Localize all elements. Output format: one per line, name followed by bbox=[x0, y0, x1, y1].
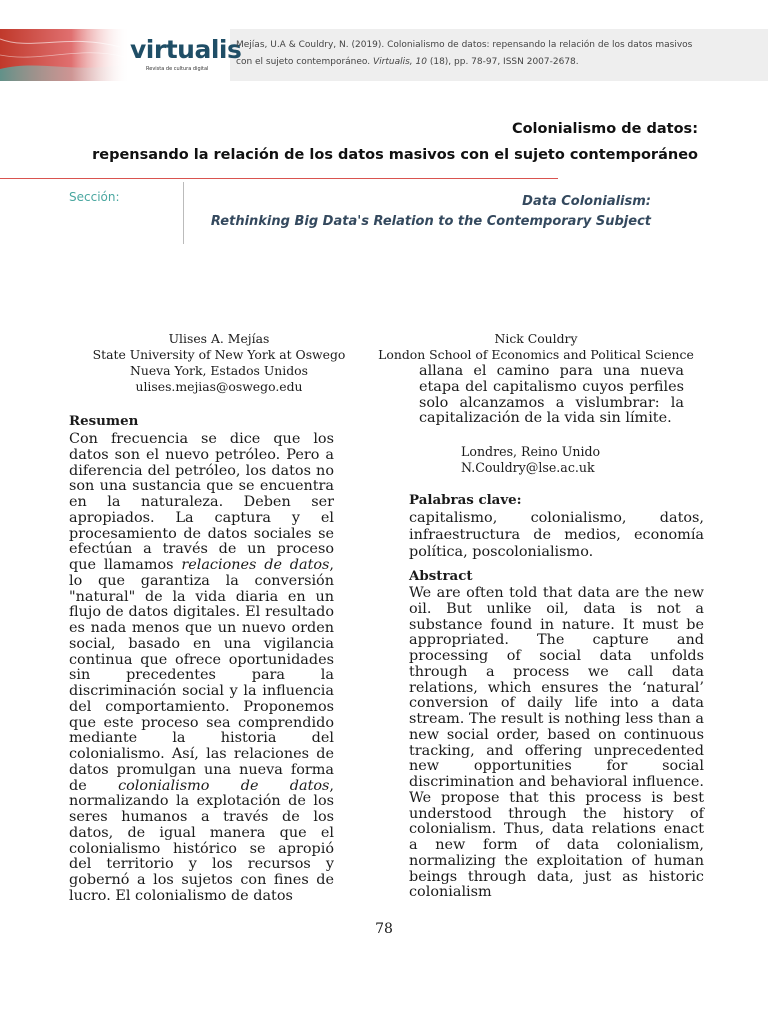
author-1-affiliation: State University of New York at Oswego bbox=[92, 347, 346, 362]
citation-plain: con el sujeto contemporáneo. bbox=[236, 57, 373, 67]
resumen-heading: Resumen bbox=[69, 413, 139, 429]
english-title-line-1: Data Colonialism: bbox=[522, 194, 651, 209]
keywords-body: capitalismo, colonialismo, datos, infraestructura de medios, economía política, poscolonialismo. bbox=[409, 510, 704, 560]
resumen-emphasis-2: colonialismo de datos bbox=[118, 777, 330, 794]
article-title-line-2: repensando la relación de los datos masivos con el sujeto contemporáneo bbox=[92, 147, 698, 163]
resumen-text-1: Con frecuencia se dice que los datos son el nuevo petróleo. Pero a diferencia del petróleo, los datos no son una sustancia que se encuentra en la naturaleza. Deben ser apropiados. La captura y el procesamiento de datos sociales se efectúan a través de un proceso que llamamos bbox=[69, 431, 334, 573]
logo-swoosh-graphic bbox=[0, 29, 130, 81]
abstract-body: We are often told that data are the new oil. But unlike oil, data is not a substance found in nature. It must be appropriated. The capture and processing of social data unfolds through a process we call data relations, which ensures the ‘natural’ conversion of daily life into a data stream. The result is nothing less than a new social order, based on continuous tracking, and offering unprecedented new opportunities for social discrimination and behavioral influence. We propose that this process is best understood through the history of colonialism. Thus, data relations enact a new form of data colonialism, normalizing the exploitation of human beings through data, just as historic colonialism bbox=[409, 585, 704, 901]
author-2-email[interactable]: N.Couldry@lse.ac.uk bbox=[461, 460, 595, 475]
citation-journal: Virtualis, 10 bbox=[372, 57, 427, 67]
author-1 bbox=[82, 331, 356, 395]
resumen-continuation: allana el camino para una nueva etapa del capitalismo cuyos perfiles solo alcanzamos a vislumbrar: la capitalización de la vida sin límite. bbox=[419, 363, 684, 427]
journal-logo-text: virtualis bbox=[130, 35, 242, 64]
author-2-affiliation: London School of Economics and Political Science bbox=[378, 347, 694, 362]
resumen-text-3: , normalizando la explotación de los seres humanos a través de los datos, de igual manera que el colonialismo histórico se apropió del territorio y los recursos y gobernó a los sujetos con fines de lucro. El colonialismo de datos bbox=[69, 777, 334, 904]
citation-rest: (18), pp. 78-97, ISSN 2007-2678. bbox=[426, 57, 579, 67]
resumen-text-2: , lo que garantiza la conversión "natural" de la vida diaria en un flujo de datos digitales. El resultado es nada menos que un nuevo orden social, basado en una vigilancia continua que ofrece oportunidades sin precedentes para la discriminación social y la influencia del comportamiento. Proponemos que este proceso sea comprendido mediante la historia del colonialismo. Así, las relaciones de datos promulgan una nueva forma de bbox=[69, 557, 334, 794]
journal-logo-subtitle: Revista de cultura digital bbox=[146, 66, 209, 72]
journal-logo-area bbox=[0, 29, 242, 81]
citation bbox=[236, 37, 736, 71]
resumen-body bbox=[69, 432, 334, 905]
author-1-name: Ulises A. Mejías bbox=[168, 331, 270, 346]
author-2-location: Londres, Reino Unido bbox=[461, 444, 601, 459]
header-banner bbox=[0, 29, 768, 81]
author-1-email[interactable]: ulises.mejias@oswego.edu bbox=[135, 379, 303, 394]
citation-line-1: Mejías, U.A & Couldry, N. (2019). Colonialismo de datos: repensando la relación de los datos masivos bbox=[236, 40, 693, 50]
section-divider bbox=[183, 182, 184, 244]
page-number: 78 bbox=[375, 921, 393, 937]
abstract-heading: Abstract bbox=[409, 568, 473, 584]
resumen-emphasis-1: relaciones de datos bbox=[181, 557, 330, 573]
article-title-line-1: Colonialismo de datos: bbox=[511, 121, 698, 137]
english-title-line-2: Rethinking Big Data's Relation to the Contemporary Subject bbox=[210, 214, 651, 229]
author-1-location: Nueva York, Estados Unidos bbox=[130, 363, 308, 378]
citation-line-2 bbox=[236, 54, 736, 71]
keywords-heading: Palabras clave: bbox=[409, 492, 522, 508]
section-label: Sección: bbox=[69, 190, 120, 204]
author-2-name: Nick Couldry bbox=[494, 331, 578, 346]
author-2 bbox=[378, 331, 694, 363]
title-divider bbox=[0, 178, 558, 179]
